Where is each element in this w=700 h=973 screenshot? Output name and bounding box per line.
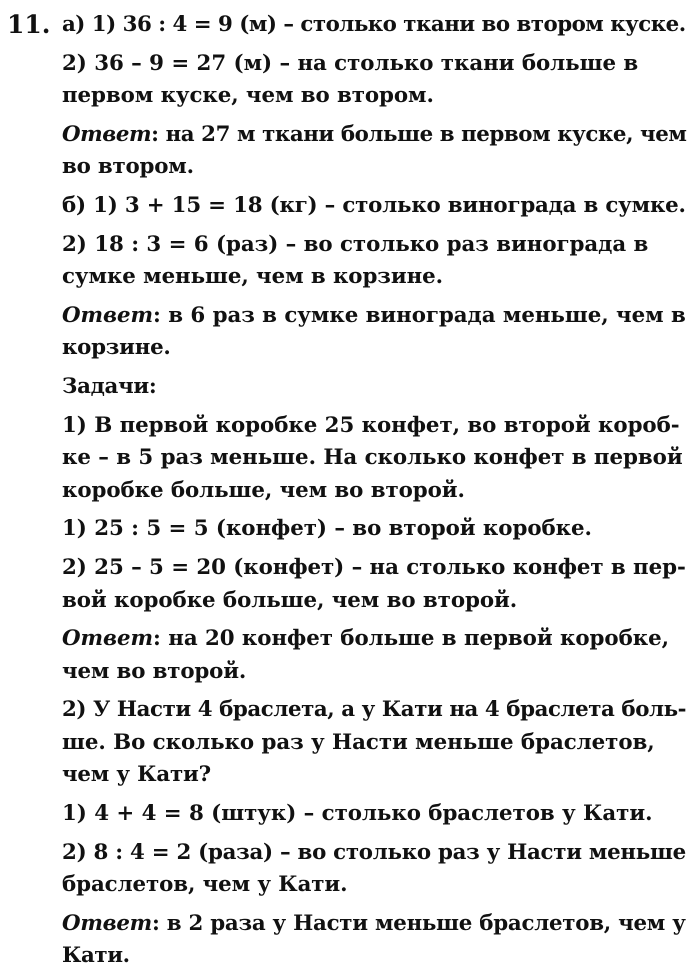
line-text: Задачи: xyxy=(62,373,157,399)
text-line xyxy=(62,759,688,792)
line-text: а) 1) 36 : 4 = 9 (м) – столько ткани во втором куске. xyxy=(62,12,686,37)
line-text: 2) 25 – 5 = 20 (конфет) – на столько конфет в пер- xyxy=(62,554,686,580)
line-text: 2) 36 – 9 = 27 (м) – на столько ткани больше в xyxy=(62,50,639,76)
answer-label: Ответ xyxy=(62,121,152,147)
line-text: коробке больше, чем во второй. xyxy=(62,477,465,503)
text-line xyxy=(62,940,688,973)
line-text: 2) У Насти 4 браслета, а у Кати на 4 браслета боль- xyxy=(62,697,687,723)
line-text: : в 2 раза у Насти меньше браслетов, чем у xyxy=(151,910,686,936)
line-text: : в 6 раз в сумке винограда меньше, чем в xyxy=(153,302,686,328)
line-text: : на 27 м ткани больше в первом куске, чем xyxy=(151,121,687,147)
line-text: 2) 8 : 4 = 2 (раза) – во столько раз у Насти меньше xyxy=(62,839,686,865)
text-line xyxy=(62,190,688,223)
solution-text xyxy=(62,9,690,973)
text-line xyxy=(62,475,688,508)
text-line xyxy=(62,585,688,618)
line-text: 1) В первой коробке 25 конфет, во второй короб- xyxy=(62,412,680,438)
text-line xyxy=(62,623,688,656)
text-line xyxy=(62,908,688,941)
text-line xyxy=(62,119,688,152)
line-text: ше. Во сколько раз у Насти меньше браслетов, xyxy=(62,729,655,755)
problem-number: 11. xyxy=(7,10,51,39)
text-line xyxy=(62,727,688,760)
line-text: чем у Кати? xyxy=(62,762,211,788)
line-text: браслетов, чем у Кати. xyxy=(62,872,348,898)
text-line xyxy=(62,552,688,585)
text-line xyxy=(62,869,688,902)
text-line xyxy=(62,151,688,184)
line-text: ке – в 5 раз меньше. На сколько конфет в первой xyxy=(62,445,683,471)
text-line xyxy=(62,371,688,404)
line-text: корзине. xyxy=(62,335,171,361)
answer-label: Ответ xyxy=(62,302,154,328)
text-line xyxy=(62,80,688,113)
text-line xyxy=(62,229,688,262)
text-line xyxy=(62,9,688,42)
text-line xyxy=(62,48,688,81)
text-line xyxy=(62,410,688,443)
line-text: 2) 18 : 3 = 6 (раз) – во столько раз винограда в xyxy=(62,231,649,257)
text-line xyxy=(62,442,688,475)
text-line xyxy=(62,837,688,870)
line-text: вой коробке больше, чем во второй. xyxy=(62,587,518,613)
text-line xyxy=(62,694,688,727)
line-text: сумке меньше, чем в корзине. xyxy=(62,264,443,290)
text-line xyxy=(62,798,688,831)
text-line xyxy=(62,513,688,546)
line-text: б) 1) 3 + 15 = 18 (кг) – столько винограда в сумке. xyxy=(62,192,686,218)
line-text: : на 20 конфет больше в первой коробке, xyxy=(153,626,669,652)
line-text: 1) 25 : 5 = 5 (конфет) – во второй коробке. xyxy=(62,516,592,542)
line-text: Кати. xyxy=(62,943,130,969)
line-text: чем во второй. xyxy=(62,658,247,684)
answer-label: Ответ xyxy=(62,910,152,936)
text-line xyxy=(62,261,688,294)
text-line xyxy=(62,656,688,689)
text-line xyxy=(62,300,688,333)
text-line xyxy=(62,332,688,365)
line-text: 1) 4 + 4 = 8 (штук) – столько браслетов у Кати. xyxy=(62,801,653,827)
answer-label: Ответ xyxy=(62,626,154,652)
line-text: во втором. xyxy=(62,154,194,180)
line-text: первом куске, чем во втором. xyxy=(62,83,434,109)
